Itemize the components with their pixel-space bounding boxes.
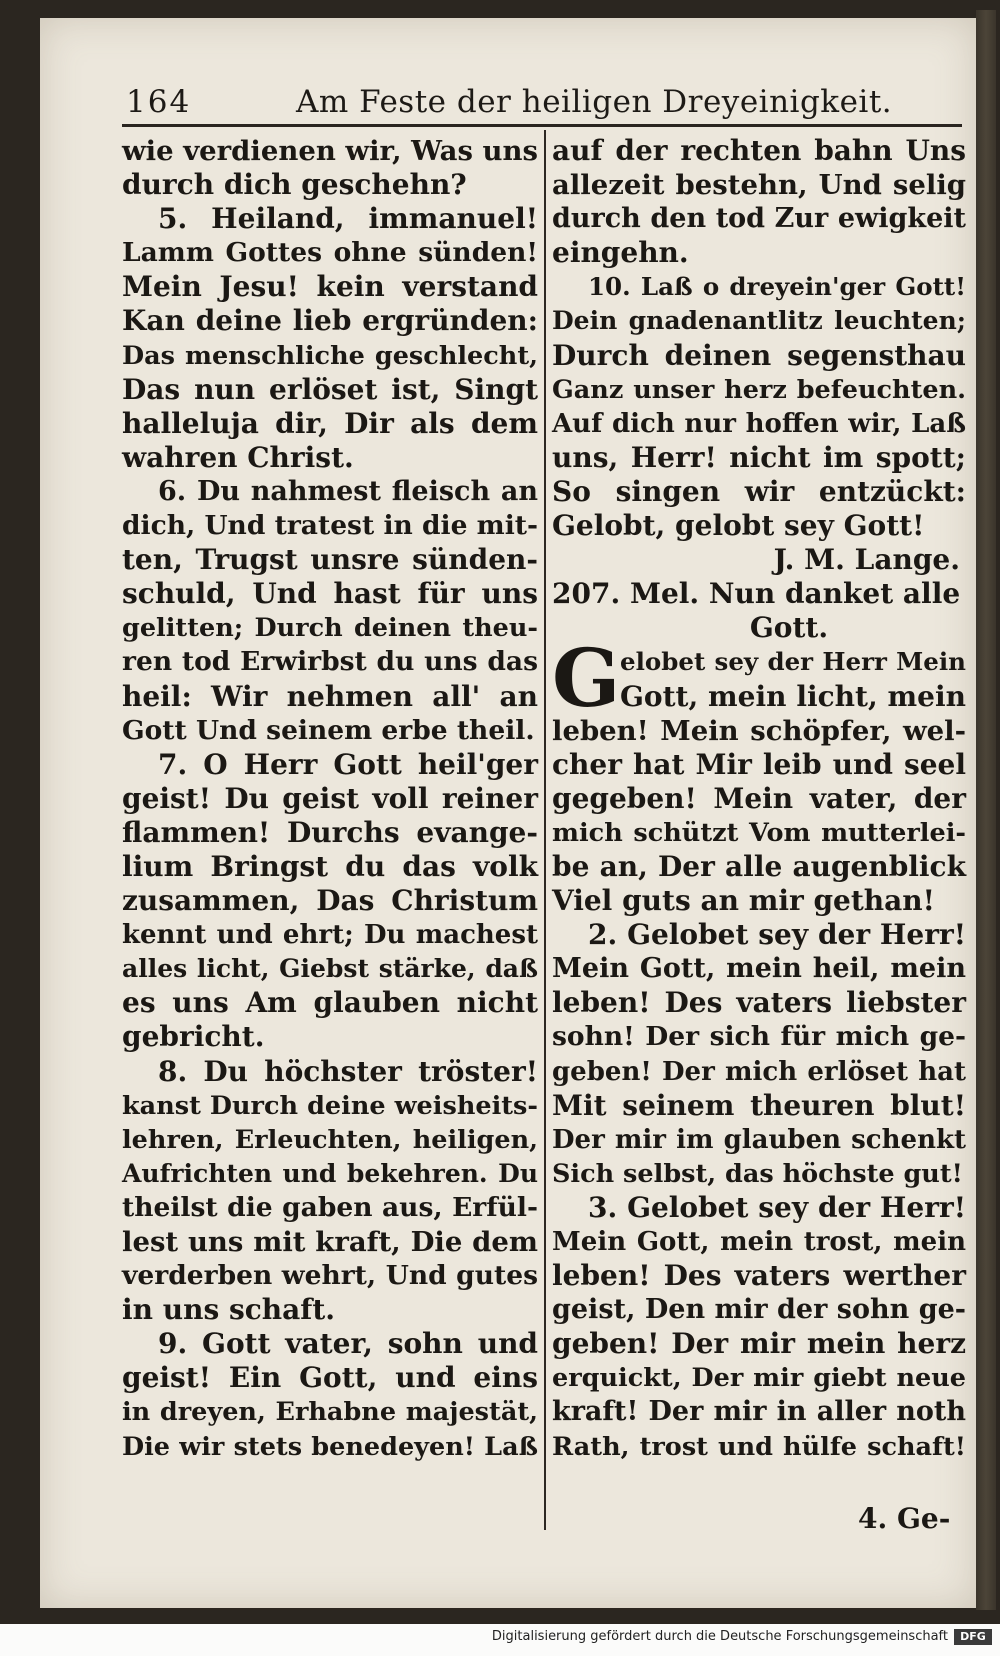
left-column-line: 6. Du nahmest fleisch an xyxy=(158,475,538,507)
right-column-line: uns, Herr! nicht im spott; xyxy=(552,440,966,474)
left-column-line: gebricht. xyxy=(122,1020,265,1054)
left-column-line: halleluja dir, Dir als dem xyxy=(122,406,538,440)
left-column-line: theilst die gaben aus, Erfül- xyxy=(122,1191,538,1223)
right-column-line: allezeit bestehn, Und selig xyxy=(552,169,966,202)
right-column-line: Rath, trost und hülfe schaft! xyxy=(552,1431,966,1462)
left-column-line: lium Bringst du das volk xyxy=(122,849,538,883)
right-column-line: J. M. Lange. xyxy=(773,543,960,577)
right-column-line: Durch deinen segensthau xyxy=(552,338,966,372)
catchword: 4. Ge- xyxy=(858,1502,951,1535)
left-column-line: zusammen, Das Christum xyxy=(122,884,538,918)
page-number: 164 xyxy=(126,84,192,120)
right-column-line: geben! Der mir mein herz xyxy=(552,1327,966,1361)
left-column-line: Kan deine lieb ergründen: xyxy=(122,304,538,338)
right-column-line: erquickt, Der mir giebt neue xyxy=(552,1363,966,1394)
right-column-line: cher hat Mir leib und seel xyxy=(552,747,966,781)
right-column-line: kraft! Der mir in aller noth xyxy=(552,1396,966,1428)
left-column-line: in dreyen, Erhabne majestät, xyxy=(122,1397,538,1428)
digitization-footer xyxy=(0,1624,1000,1656)
left-column-line: heil: Wir nehmen all' an xyxy=(122,679,538,713)
dfg-logo: DFG xyxy=(954,1629,992,1645)
left-column-line: wie verdienen wir, Was uns xyxy=(122,135,538,167)
right-column-line: mich schützt Vom mutterlei- xyxy=(552,817,966,848)
left-column-line: wahren Christ. xyxy=(122,440,354,474)
left-column-line: ren tod Erwirbst du uns das xyxy=(122,646,538,678)
right-column-line: sohn! Der sich für mich ge- xyxy=(552,1021,966,1053)
right-column-line: geist, Den mir der sohn ge- xyxy=(552,1294,966,1326)
right-column-line: Auf dich nur hoffen wir, Laß xyxy=(552,408,966,439)
right-column-line: Der mir im glauben schenkt xyxy=(552,1124,966,1155)
left-column-line: geist! Du geist voll reiner xyxy=(122,781,538,815)
right-column-line: Mein Gott, mein trost, mein xyxy=(552,1227,966,1257)
right-column-line: Gott, mein licht, mein xyxy=(620,679,966,713)
right-column-line: Sich selbst, das höchste gut! xyxy=(552,1158,963,1189)
left-column-line: durch dich geschehn? xyxy=(122,168,467,202)
right-column-line: leben! Des vaters werther xyxy=(552,1259,966,1293)
left-column-line: 5. Heiland, immanuel! xyxy=(158,202,538,236)
header-rule xyxy=(122,124,962,127)
right-column-line: 10. Laß o dreyein'ger Gott! xyxy=(588,272,966,302)
left-column-line: lest uns mit kraft, Die dem xyxy=(122,1226,538,1258)
left-column-line: es uns Am glauben nicht xyxy=(122,986,538,1020)
left-column-line: Aufrichten und bekehren. Du xyxy=(122,1158,538,1188)
left-column-line: 7. O Herr Gott heil'ger xyxy=(158,747,538,781)
right-column-line: elobet sey der Herr Mein xyxy=(620,647,966,677)
drop-cap: G xyxy=(552,630,621,725)
right-column-line: Gelobt, gelobt sey Gott! xyxy=(552,509,925,543)
left-column-line: Gott Und seinem erbe theil. xyxy=(122,714,535,746)
right-column-line: leben! Mein schöpfer, wel- xyxy=(552,714,966,747)
right-column xyxy=(552,134,966,1464)
left-column-line: lehren, Erleuchten, heiligen, xyxy=(122,1124,538,1155)
left-column-line: Die wir stets benedeyen! Laß xyxy=(122,1431,538,1462)
column-divider xyxy=(544,130,546,1530)
left-column-line: kennt und ehrt; Du machest xyxy=(122,920,538,951)
left-column-line: Mein Jesu! kein verstand xyxy=(122,270,538,304)
left-column-line: schuld, Und hast für uns xyxy=(122,577,538,611)
page-edge xyxy=(976,10,996,1610)
left-column-line: flammen! Durchs evange- xyxy=(122,815,538,849)
left-column-line: verderben wehrt, Und gutes xyxy=(122,1260,538,1292)
left-column-line: gelitten; Durch deinen theu- xyxy=(122,613,538,644)
right-column-line: gegeben! Mein vater, der xyxy=(552,781,966,815)
right-column-line: durch den tod Zur ewigkeit xyxy=(552,203,966,235)
right-column-line: Mein Gott, mein heil, mein xyxy=(552,953,966,985)
right-column-line: Ganz unser herz befeuchten. xyxy=(552,374,966,405)
right-column-line: geben! Der mich erlöset hat xyxy=(552,1056,966,1087)
left-column-line: Lamm Gottes ohne sünden! xyxy=(122,237,538,269)
left-column-line: geist! Ein Gott, und eins xyxy=(122,1361,538,1395)
right-column-line: Gott. xyxy=(749,611,829,645)
right-column-line: So singen wir entzückt: xyxy=(552,474,966,508)
left-column-line: dich, Und tratest in die mit- xyxy=(122,510,539,542)
left-column-line: in uns schaft. xyxy=(122,1293,336,1327)
right-column-line: Viel guts an mir gethan! xyxy=(552,884,935,918)
left-column-line: kanst Durch deine weisheits- xyxy=(122,1090,538,1121)
left-column-line: 8. Du höchster tröster! xyxy=(158,1054,538,1088)
left-column-line: Das menschliche geschlecht, xyxy=(122,340,538,371)
left-column-line: 9. Gott vater, sohn und xyxy=(158,1327,538,1361)
left-column-line: alles licht, Giebst stärke, daß xyxy=(122,954,538,984)
left-column xyxy=(122,134,538,1464)
right-column-line: be an, Der alle augenblick xyxy=(552,849,966,883)
running-title: Am Feste der heiligen Dreyeinigkeit. xyxy=(296,84,893,120)
right-column-line: auf der rechten bahn Uns xyxy=(552,134,966,167)
right-column-line: Dein gnadenantlitz leuchten; xyxy=(552,306,966,336)
right-column-line: 2. Gelobet sey der Herr! xyxy=(588,918,966,952)
right-column-line: leben! Des vaters liebster xyxy=(552,986,966,1020)
footer-credit: Digitalisierung gefördert durch die Deutsche Forschungsgemeinschaft xyxy=(491,1629,948,1644)
left-column-line: ten, Trugst unsre sünden- xyxy=(122,543,538,577)
page-header xyxy=(84,76,964,126)
right-column-line: 207. Mel. Nun danket alle xyxy=(552,577,961,611)
right-column-line: Mit seinem theuren blut! xyxy=(552,1088,966,1122)
left-column-line: Das nun erlöset ist, Singt xyxy=(122,372,538,406)
right-column-line: 3. Gelobet sey der Herr! xyxy=(588,1190,966,1224)
right-column-line: eingehn. xyxy=(552,236,689,270)
